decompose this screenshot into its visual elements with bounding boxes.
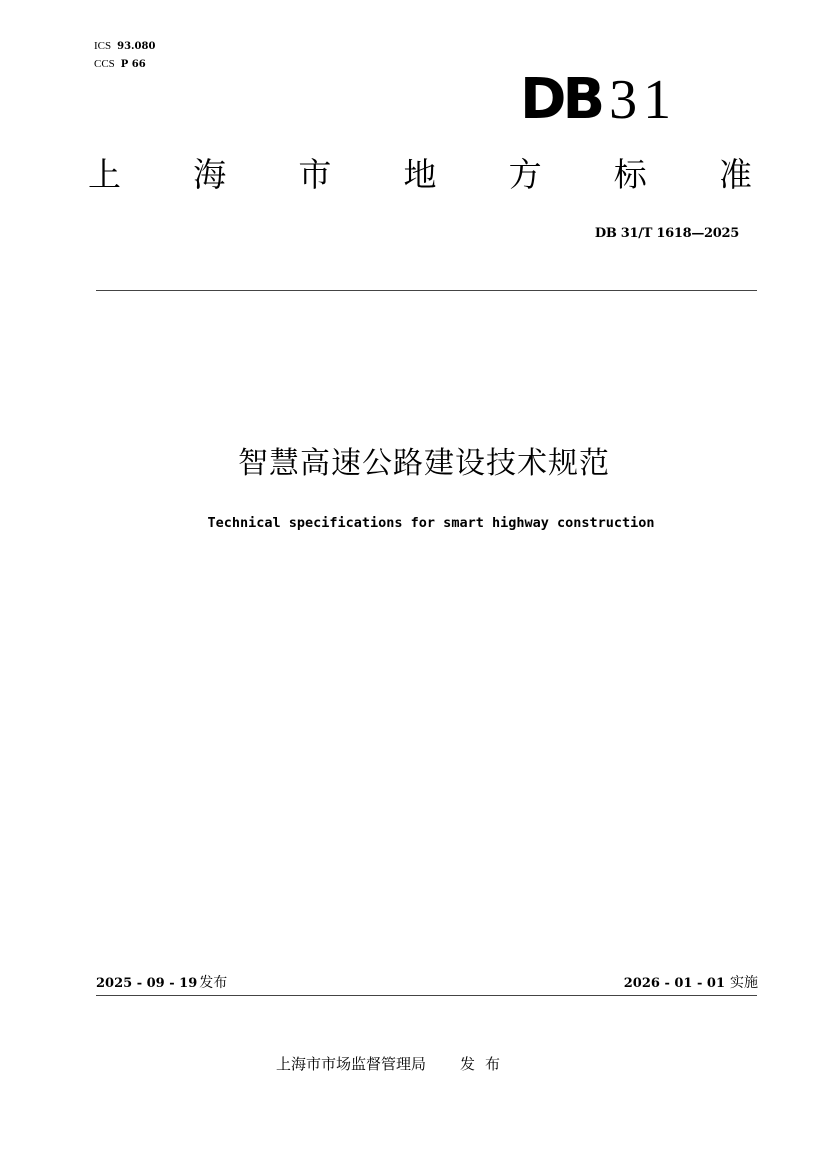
ics-code: 93.080 bbox=[117, 41, 156, 52]
standard-mark bbox=[520, 68, 677, 132]
publish-date-line bbox=[96, 972, 227, 995]
ics-label: ICS bbox=[94, 40, 112, 52]
standard-type-char: 市 bbox=[298, 155, 332, 194]
ccs-label: CCS bbox=[94, 58, 115, 70]
standard-type-char: 海 bbox=[193, 155, 227, 194]
implement-date: 2026 - 01 - 01 bbox=[623, 976, 725, 991]
standard-mark-number: 31 bbox=[609, 69, 678, 131]
title-english: Technical specifications for smart highway construction bbox=[207, 515, 655, 531]
publish-word: 发布 bbox=[199, 975, 228, 991]
standard-number: DB 31/T 1618—2025 bbox=[594, 226, 739, 241]
implement-word: 实施 bbox=[730, 975, 758, 991]
footer-divider bbox=[96, 995, 757, 996]
issuer-action: 发布 bbox=[460, 1055, 511, 1073]
standard-type-char: 标 bbox=[613, 155, 647, 194]
standard-mark-letters: DB bbox=[520, 67, 602, 132]
implement-date-line bbox=[624, 972, 758, 995]
issuer-name: 上海市市场监督管理局 bbox=[276, 1055, 427, 1073]
standard-type-char: 准 bbox=[718, 155, 752, 194]
issuer-line bbox=[276, 1053, 510, 1075]
standard-type-char: 上 bbox=[88, 155, 121, 194]
header-divider bbox=[96, 290, 757, 291]
ics-line bbox=[94, 40, 155, 53]
ccs-code: P 66 bbox=[120, 59, 146, 70]
title-chinese: 智慧高速公路建设技术规范 bbox=[238, 446, 610, 481]
standard-type-char: 方 bbox=[508, 155, 542, 194]
ccs-line bbox=[94, 58, 146, 71]
standard-type-char: 地 bbox=[403, 155, 437, 194]
publish-date: 2025 - 09 - 19 bbox=[96, 976, 198, 991]
standard-type-heading bbox=[88, 153, 752, 197]
